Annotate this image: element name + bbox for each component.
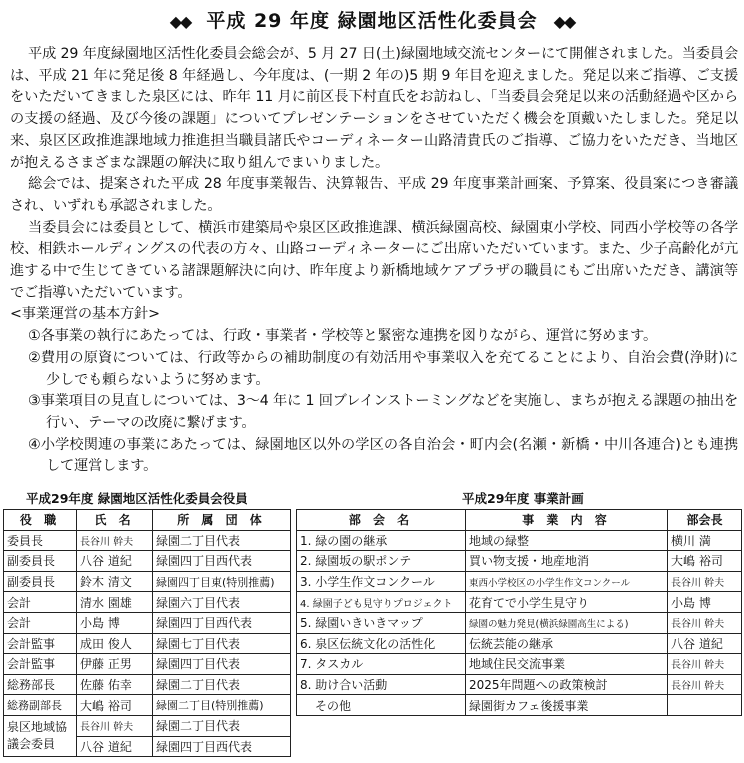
article-body — [10, 44, 738, 478]
table-row — [297, 633, 742, 654]
policy-heading: <事業運営の基本方針> — [10, 306, 160, 323]
plan-committee: 8. 助け合い活動 — [297, 674, 466, 695]
plan-chair — [668, 695, 742, 716]
column-header-organization: 所 属 団 体 — [153, 510, 291, 531]
policy-item: ①各事業の執行にあたっては、行政・事業者・学校等と緊密な連携を図りながら、運営に努めます。 — [28, 328, 658, 345]
column-header-chair: 部会長 — [668, 510, 742, 531]
column-header-name: 氏 名 — [77, 510, 153, 531]
plan-content: 伝統芸能の継承 — [466, 633, 668, 654]
officer-name: 成田 俊人 — [77, 633, 153, 654]
plan-content: 2025年問題への政策検討 — [466, 674, 668, 695]
plan-chair: 大嶋 裕司 — [668, 551, 742, 572]
policy-list — [10, 326, 738, 478]
officer-name: 小島 博 — [77, 612, 153, 633]
officer-organization: 緑園四丁目東(特別推薦) — [153, 571, 291, 592]
plan-chair: 長谷川 幹夫 — [668, 612, 742, 633]
officer-role: 委員長 — [4, 530, 77, 551]
plan-committee: その他 — [297, 695, 466, 716]
title-left-diamonds: ◆◆ — [169, 12, 191, 31]
table-row — [297, 654, 742, 675]
table-row — [297, 695, 742, 716]
officers-header-row — [4, 510, 291, 531]
column-header-role: 役 職 — [4, 510, 77, 531]
table-row — [4, 530, 291, 551]
title-text: 平成 29 年度 緑園地区活性化委員会 — [206, 10, 538, 32]
officer-organization: 緑園四丁目西代表 — [153, 736, 291, 757]
officer-role: 副委員長 — [4, 551, 77, 572]
plan-table — [296, 509, 742, 716]
officer-organization: 緑園七丁目代表 — [153, 633, 291, 654]
plan-chair: 八谷 道紀 — [668, 633, 742, 654]
officer-name: 八谷 道紀 — [77, 551, 153, 572]
table-row — [297, 612, 742, 633]
table-row — [4, 612, 291, 633]
plan-committee: 6. 泉区伝統文化の活性化 — [297, 633, 466, 654]
plan-content: 地域住民交流事業 — [466, 654, 668, 675]
officer-organization: 緑園二丁目代表 — [153, 715, 291, 736]
officer-role: 会計 — [4, 612, 77, 633]
table-row — [297, 592, 742, 613]
plan-chair: 長谷川 幹夫 — [668, 674, 742, 695]
paragraph-overview: 平成 29 年度緑園地区活性化委員会総会が、5 月 27 日(土)緑園地域交流センターにて開催されました。当委員会は、平成 21 年に発足後 8 年経過し、今年度は、(一期 2 年の)5 期 9 年目を迎えました。発足以来ご指導、ご支援をいただいてきました泉区には、昨年 11 月に前区長下村直氏をお訪ねし、「当委員会発足以来の活動経過や区からの支援の経過、及び今後の課題」についてプレゼンテーションをさせていただく機会を頂戴いたしました。発足以来、泉区区政推進課地域力推進担当職員諸氏やコーディネーター山路清貴氏のご指導、ご協力をいただき、当地区が抱えるさまざまな課題の解決に取り組んでまいりました。 — [10, 46, 738, 171]
officers-table — [3, 509, 291, 757]
table-row — [4, 551, 291, 572]
plan-content: 東西小学校区の小学生作文コンクール — [466, 571, 668, 592]
officer-organization: 緑園二丁目(特別推薦) — [153, 695, 291, 716]
plan-table-title: 平成29年度 事業計画 — [462, 491, 584, 506]
officer-name: 伊藤 正男 — [77, 654, 153, 675]
table-row — [4, 695, 291, 716]
officer-role-council: 泉区地域協議会委員 — [4, 715, 77, 756]
officer-role: 総務副部長 — [4, 695, 77, 716]
plan-content: 買い物支援・地産地消 — [466, 551, 668, 572]
officer-role: 会計監事 — [4, 654, 77, 675]
table-row — [4, 571, 291, 592]
table-row — [4, 715, 291, 736]
column-header-content: 事 業 内 容 — [466, 510, 668, 531]
officer-organization: 緑園四丁目西代表 — [153, 551, 291, 572]
policy-item: ②費用の原資については、行政等からの補助制度の有効活用や事業収入を充てることにより、自治会費(浄財)に少しでも頼らないように努めます。 — [28, 349, 738, 388]
officer-name: 長谷川 幹夫 — [77, 715, 153, 736]
officer-name: 鈴木 清文 — [77, 571, 153, 592]
policy-item: ③事業項目の見直しについては、3～4 年に 1 回ブレインストーミングなどを実施し、まちが抱える課題の抽出を行い、テーマの改廃に繋げます。 — [28, 393, 738, 431]
officer-name: 長谷川 幹夫 — [77, 530, 153, 551]
table-row — [297, 530, 742, 551]
column-header-committee: 部 会 名 — [297, 510, 466, 531]
plan-header-row — [297, 510, 742, 531]
plan-chair: 横川 満 — [668, 530, 742, 551]
officer-name: 八谷 道紀 — [77, 736, 153, 757]
officer-organization: 緑園二丁目代表 — [153, 674, 291, 695]
officers-table-title: 平成29年度 緑園地区活性化委員会役員 — [26, 491, 248, 506]
plan-committee: 5. 緑園いきいきマップ — [297, 612, 466, 633]
officer-organization: 緑園六丁目代表 — [153, 592, 291, 613]
plan-content: 緑園の魅力発見(横浜緑園高生による) — [466, 612, 668, 633]
page-title — [0, 6, 744, 33]
plan-committee: 7. タスカル — [297, 654, 466, 675]
officer-role: 会計 — [4, 592, 77, 613]
table-row — [4, 592, 291, 613]
officer-organization: 緑園四丁目西代表 — [153, 612, 291, 633]
table-row — [297, 571, 742, 592]
plan-content: 花育てで小学生見守り — [466, 592, 668, 613]
paragraph-members: 当委員会には委員として、横浜市建築局や泉区区政推進課、横浜緑園高校、緑園東小学校、同西小学校等の各学校、相鉄ホールディングスの代表の方々、山路コーディネーターにご出席いただいています。また、少子高齢化が亢進する中で生じてきている諸課題解決に向け、昨年度より新橋地域ケアプラザの職員にもご出席いただき、講演等でご指導いただいています。 — [10, 219, 738, 301]
title-right-diamonds: ◆◆ — [553, 12, 575, 31]
officer-name: 清水 園雄 — [77, 592, 153, 613]
officer-role: 総務部長 — [4, 674, 77, 695]
officer-name: 佐藤 佑幸 — [77, 674, 153, 695]
table-row — [297, 551, 742, 572]
paragraph-general-meeting: 総会では、提案された平成 28 年度事業報告、決算報告、平成 29 年度事業計画案、予算案、役員案につき審議され、いずれも承認されました。 — [10, 176, 738, 214]
officer-role: 副委員長 — [4, 571, 77, 592]
plan-committee: 2. 緑園坂の駅ポンテ — [297, 551, 466, 572]
table-row — [4, 633, 291, 654]
policy-item: ④小学校関連の事業にあたっては、緑園地区以外の学区の各自治会・町内会(名瀬・新橋・中川各連合)とも連携して運営します。 — [28, 436, 738, 475]
officer-role: 会計監事 — [4, 633, 77, 654]
plan-committee: 1. 緑の園の継承 — [297, 530, 466, 551]
plan-content: 緑園街カフェ後援事業 — [466, 695, 668, 716]
table-row — [4, 674, 291, 695]
plan-content: 地域の緑整 — [466, 530, 668, 551]
officer-organization: 緑園四丁目代表 — [153, 654, 291, 675]
plan-committee: 4. 緑園子ども見守りプロジェクト — [297, 592, 466, 613]
plan-chair: 長谷川 幹夫 — [668, 654, 742, 675]
table-row — [4, 654, 291, 675]
plan-chair: 小島 博 — [668, 592, 742, 613]
table-row — [297, 674, 742, 695]
plan-chair: 長谷川 幹夫 — [668, 571, 742, 592]
officer-name: 大嶋 裕司 — [77, 695, 153, 716]
plan-committee: 3. 小学生作文コンクール — [297, 571, 466, 592]
officer-organization: 緑園二丁目代表 — [153, 530, 291, 551]
